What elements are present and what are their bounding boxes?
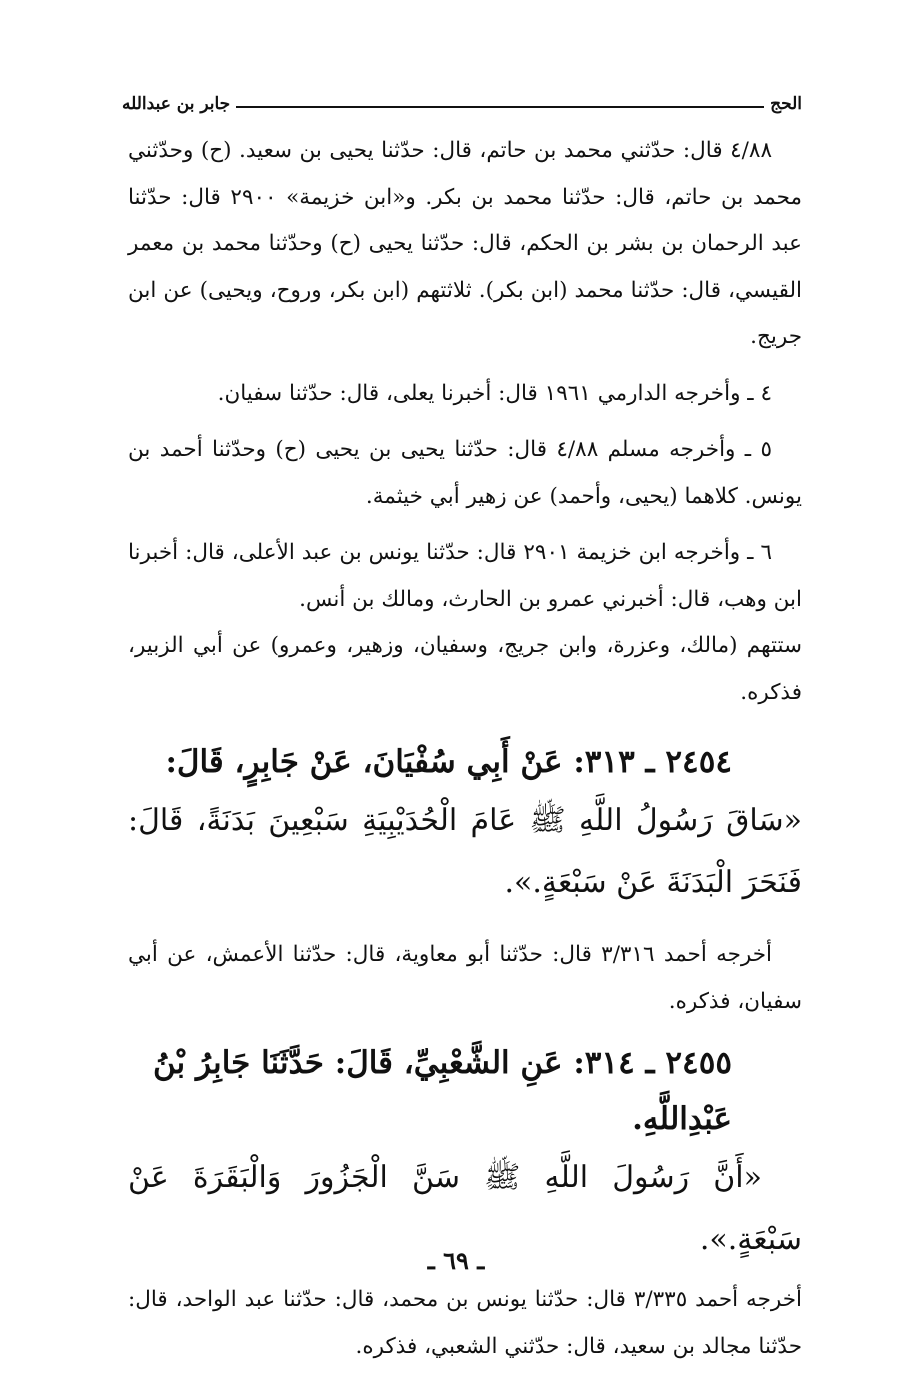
chapter-title: الحج bbox=[770, 94, 802, 114]
narrator-title: جابر بن عبدالله bbox=[122, 94, 231, 114]
hadith-heading: ٢٤٥٥ ـ ٣١٤: عَنِ الشَّعْبِيِّ، قَالَ: حَدَّثَنَا جَابِرُ بْنُ عَبْدِاللَّهِ. bbox=[152, 1045, 732, 1137]
takhrij-paragraph: ٤/٨٨ قال: حدّثني محمد بن حاتم، قال: حدّثنا يحيى بن سعيد. (ح) وحدّثني محمد بن حاتم، قال: حدّثنا محمد بن بكر. و«ابن خزيمة» ٢٩٠٠ قال: حدّثنا عبد الرحمان بن بشر بن الحكم، قال: حدّثنا يحيى (ح) وحدّثنا محمد بن معمر القيسي، قال: حدّثنا محمد (ابن بكر). ثلاثتهم (ابن بكر، وروح، ويحيى) عن ابن جريج. bbox=[128, 138, 802, 349]
takhrij-paragraph: ٦ ـ وأخرجه ابن خزيمة ٢٩٠١ قال: حدّثنا يونس بن عبد الأعلى، قال: أخبرنا ابن وهب، قال: أخبرني عمرو بن الحارث، ومالك بن أنس. bbox=[128, 540, 802, 612]
takhrij-paragraph: ستتهم (مالك، وعزرة، وابن جريج، وسفيان، وزهير، وعمرو) عن أبي الزبير، فذكره. bbox=[128, 633, 802, 705]
running-header bbox=[122, 84, 802, 114]
hadith-heading: ٢٤٥٤ ـ ٣١٣: عَنْ أَبِي سُفْيَانَ، عَنْ جَابِرٍ، قَالَ: bbox=[165, 744, 732, 780]
hadith-matn: «سَاقَ رَسُولُ اللَّهِ ﷺ عَامَ الْحُدَيْبِيَةِ سَبْعِينَ بَدَنَةً، قَالَ: فَنَحَرَ الْبَدَنَةَ عَنْ سَبْعَةٍ.». bbox=[128, 803, 802, 900]
hadith-matn: «أَنَّ رَسُولَ اللَّهِ ﷺ سَنَّ الْجَزُورَ وَالْبَقَرَةَ عَنْ سَبْعَةٍ.». bbox=[128, 1160, 802, 1257]
takhrij-paragraph: أخرجه أحمد ٣/٣٣٥ قال: حدّثنا يونس بن محمد، قال: حدّثنا عبد الواحد، قال: حدّثنا مجالد بن سعيد، قال: حدّثني الشعبي، فذكره. bbox=[128, 1287, 802, 1359]
header-rule bbox=[236, 106, 764, 108]
page-number: ـ ٦٩ ـ bbox=[427, 1246, 485, 1275]
takhrij-paragraph: ٥ ـ وأخرجه مسلم ٤/٨٨ قال: حدّثنا يحيى بن يحيى (ح) وحدّثنا أحمد بن يونس. كلاهما (يحيى، وأحمد) عن زهير أبي خيثمة. bbox=[128, 437, 802, 509]
takhrij-paragraph: أخرجه أحمد ٣/٣١٦ قال: حدّثنا أبو معاوية، قال: حدّثنا الأعمش، عن أبي سفيان، فذكره. bbox=[128, 942, 802, 1014]
takhrij-paragraph: ٤ ـ وأخرجه الدارمي ١٩٦١ قال: أخبرنا يعلى، قال: حدّثنا سفيان. bbox=[217, 380, 772, 406]
page-body bbox=[128, 128, 802, 1380]
